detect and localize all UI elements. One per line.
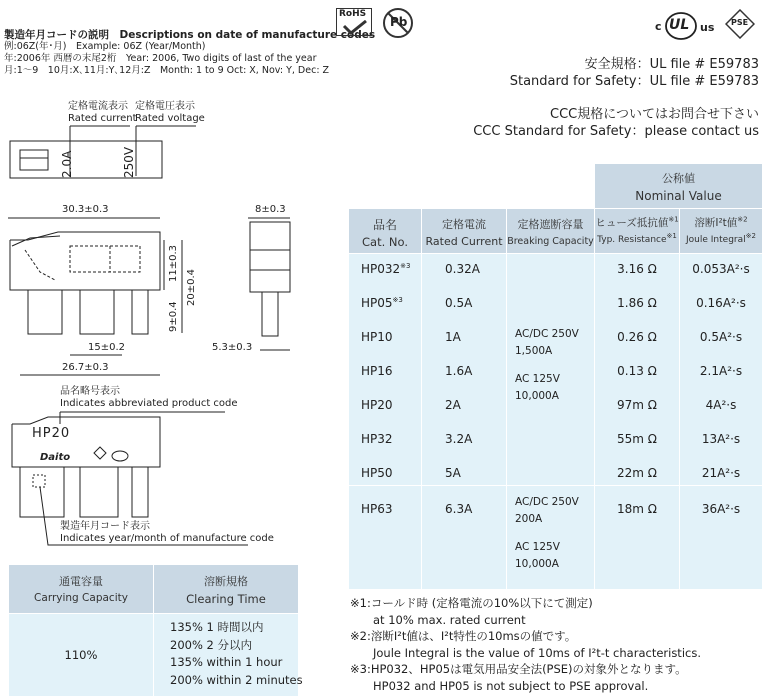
clearing-time-cell: 135% 1 時間以内 200% 2 分以内 135% within 1 hour 200% within 2 minutes xyxy=(154,614,298,696)
cat-no-text: HP63 xyxy=(361,502,393,516)
side-view-body xyxy=(10,232,160,290)
joule-integral-cell: 0.16A²·s xyxy=(696,296,746,310)
rated-voltage-label: 定格電圧表示 Rated voltage xyxy=(135,101,205,124)
dim-pitch: 15±0.2 xyxy=(88,342,126,353)
cat-no-text: HP20 xyxy=(361,398,393,412)
pse-logo: PSE xyxy=(725,9,755,39)
cat-no-cell xyxy=(361,330,393,344)
dim-span: 26.7±0.3 xyxy=(62,362,109,373)
joule-integral-cell: 4A²·s xyxy=(705,398,737,412)
product-code-label: 品名略号表示 Indicates abbreviated product code xyxy=(60,386,238,409)
top-view-body xyxy=(10,141,162,178)
footnote: HP032 and HP05 is not subject to PSE approval. xyxy=(350,678,649,693)
nominal-value-header: 公称値 Nominal Value xyxy=(595,164,762,208)
cat-no-text: HP16 xyxy=(361,364,393,378)
rated-current-cell: 0.32A xyxy=(445,262,480,276)
ccc-standard-en: CCC Standard for Safety：please contact us xyxy=(473,124,759,139)
pse-mark-icon xyxy=(94,447,106,459)
top-view-window xyxy=(20,150,48,170)
rated-current-cell: 3.2A xyxy=(445,432,473,446)
date-code-label: 製造年月コード表示 Indicates year/month of manufacture code xyxy=(60,521,274,544)
dim-width: 30.3±0.3 xyxy=(62,204,109,215)
footnote: ※1:コールド時 (定格電流の10%以下にて測定) xyxy=(350,596,593,610)
cat-no-footnote-mark: ※3 xyxy=(392,296,403,304)
pb-free-logo: Pb xyxy=(382,7,414,39)
resistance-cell: 0.26 Ω xyxy=(617,330,657,344)
brand-mark: Daito xyxy=(40,452,71,463)
footnote: Joule Integral is the value of 10ms of I²t-t characteristics. xyxy=(350,645,701,660)
resistance-cell: 1.86 Ω xyxy=(617,296,657,310)
cat-no-cell xyxy=(361,296,403,310)
rated-current-header: 定格電流 Rated Current xyxy=(422,209,506,253)
breaking-capacity-group-1: AC/DC 250V 1,500A AC 125V 10,000A xyxy=(515,328,579,402)
joule-integral-cell: 0.5A²·s xyxy=(699,330,743,344)
ul-mark-icon xyxy=(112,451,128,461)
resistance-cell: 18m Ω xyxy=(617,502,657,516)
dim-h1: 11±0.3 xyxy=(168,244,179,282)
cat-no-cell xyxy=(361,398,393,412)
cat-no-cell xyxy=(361,502,393,516)
joule-integral-cell: 21A²·s xyxy=(701,466,741,480)
cat-no-cell xyxy=(361,466,393,480)
cat-no-text: HP05 xyxy=(361,296,393,310)
blade-right xyxy=(132,290,148,334)
blade-left xyxy=(28,290,62,334)
manufacture-code-line: 月:1～9 10月:X､11月:Y､12月:Z Month: 1 to 9 Oct: X, Nov: Y, Dec: Z xyxy=(4,65,330,76)
joule-integral-header: 溶断I²t値$^{※2}$ Joule Integral$^{※2}$ xyxy=(680,209,762,253)
joule-integral-cell: 13A²·s xyxy=(701,432,741,446)
safety-standard-jp: 安全規格：UL file # E59783 xyxy=(584,57,759,72)
marking-blade-right xyxy=(132,467,148,517)
joule-integral-cell: 0.053A²·s xyxy=(692,262,750,276)
end-view-body xyxy=(250,222,290,292)
rated-current-cell: 6.3A xyxy=(445,502,473,516)
rated-current-cell: 1A xyxy=(445,330,461,344)
ccc-standard-jp: CCC規格についてはお問合せ下さい xyxy=(550,107,759,122)
cat-no-cell xyxy=(361,262,411,276)
cat-no-cell xyxy=(361,432,393,446)
blade-mid xyxy=(80,290,114,334)
resistance-cell: 3.16 Ω xyxy=(617,262,657,276)
cat-no-text: HP50 xyxy=(361,466,393,480)
carrying-capacity-cell: 110% xyxy=(9,614,154,696)
end-view-blade xyxy=(262,292,278,336)
cat-no-text: HP10 xyxy=(361,330,393,344)
current-mark: 2.0A xyxy=(60,150,74,178)
product-code-mark: HP20 xyxy=(32,426,71,441)
safety-standard-en: Standard for Safety：UL file # E59783 xyxy=(509,74,759,89)
manufacture-code-title: 製造年月コードの説明 Descriptions on date of manufacture codes xyxy=(4,29,376,41)
rohs-logo: RoHS xyxy=(336,8,372,36)
breaking-capacity-group-2: AC/DC 250V 200A AC 125V 10,000A xyxy=(515,496,579,570)
rated-current-cell: 5A xyxy=(445,466,461,480)
resistance-cell: 0.13 Ω xyxy=(617,364,657,378)
dim-blade: 5.3±0.3 xyxy=(212,342,253,353)
footnote: ※2:溶断I²t値は、I²t特性の10msの値です。 xyxy=(350,629,577,643)
clearing-time-table xyxy=(9,565,303,696)
manufacture-code-line: 年:2006年 西暦の末尾2桁 Year: 2006, Two digits of last of the year xyxy=(4,53,317,64)
manufacture-code-line: 例:06Z(年･月) Example: 06Z (Year/Month) xyxy=(4,41,206,52)
breaking-capacity-header: 定格遮断容量 Breaking Capacity xyxy=(507,209,594,253)
rated-current-label: 定格電流表示 Rated current xyxy=(68,101,137,124)
footnote: ※3:HP032、HP05は電気用品安全法(PSE)の対象外となります。 xyxy=(350,662,687,676)
date-code-box xyxy=(33,475,45,487)
footnotes xyxy=(350,595,701,694)
resistance-cell: 55m Ω xyxy=(617,432,657,446)
dim-thickness: 8±0.3 xyxy=(255,204,286,215)
cat-no-cell xyxy=(361,364,393,378)
rated-current-cell: 0.5A xyxy=(445,296,473,310)
voltage-mark: 250V xyxy=(122,146,136,178)
rated-current-cell: 2A xyxy=(445,398,461,412)
joule-integral-cell: 36A²·s xyxy=(701,502,741,516)
cat-no-text: HP32 xyxy=(361,432,393,446)
dim-h2: 20±0.4 xyxy=(186,268,197,306)
joule-integral-cell: 2.1A²·s xyxy=(699,364,743,378)
resistance-cell: 22m Ω xyxy=(617,466,657,480)
rated-current-cell: 1.6A xyxy=(445,364,473,378)
cul-us-logo: c UL us xyxy=(655,12,719,40)
marking-blade-mid xyxy=(80,467,118,517)
marking-view-body xyxy=(12,417,160,467)
cat-no-text: HP032 xyxy=(361,262,401,276)
clearing-time-header: 溶断規格 Clearing Time xyxy=(154,565,298,613)
footnote: at 10% max. rated current xyxy=(350,612,526,627)
cat-no-footnote-mark: ※3 xyxy=(400,262,411,270)
cat-no-header: 品名 Cat. No. xyxy=(349,209,421,253)
dim-h3: 9±0.4 xyxy=(168,301,179,332)
resistance-header: ヒューズ抵抗値$^{※1}$ Typ. Resistance$^{※1}$ xyxy=(595,209,679,253)
spec-table xyxy=(349,164,762,589)
resistance-cell: 97m Ω xyxy=(617,398,657,412)
carrying-capacity-header: 通電容量 Carrying Capacity xyxy=(9,565,154,613)
